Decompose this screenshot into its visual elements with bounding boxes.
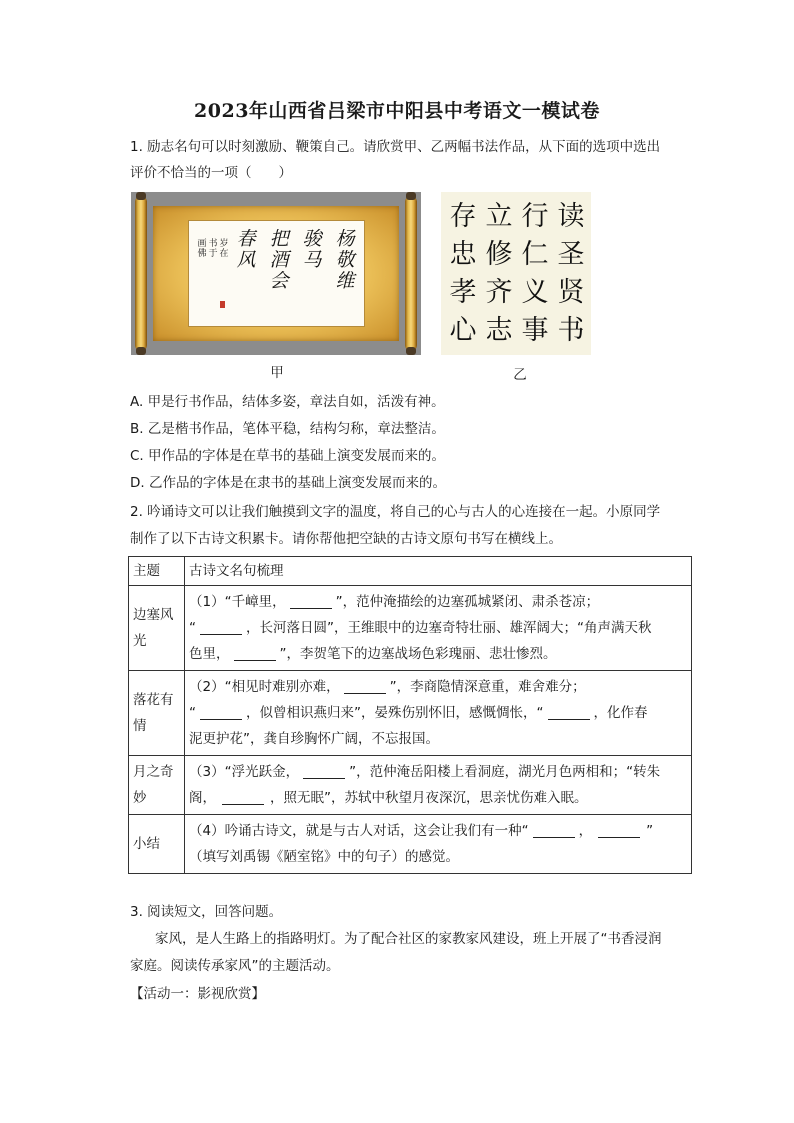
jia-column-3: 把酒会 (269, 228, 289, 292)
q1-option-b[interactable]: B. 乙是楷书作品，笔体平稳，结构匀称，章法整洁。 (130, 421, 445, 437)
poetry-card-table (128, 556, 692, 874)
scroll-paper (188, 220, 365, 327)
fill-blank[interactable] (222, 791, 264, 806)
table-header-theme: 主题 (129, 557, 185, 586)
calligraphy-image-jia (131, 192, 421, 355)
scroll-rod-left (135, 196, 147, 351)
jia-column-2: 骏马 (302, 228, 322, 271)
q3-activity-heading: 【活动一：影视欣赏】 (130, 986, 265, 1002)
yi-column-3: 立修齐志 (485, 201, 513, 346)
fill-blank[interactable] (234, 647, 276, 662)
theme-border: 边塞风光 (129, 586, 185, 671)
calligraphy-image-yi (441, 192, 591, 355)
q1-stem-line2: 评价不恰当的一项（ ） (130, 165, 292, 181)
scroll-rod-right (405, 196, 417, 351)
fill-blank[interactable] (200, 621, 242, 636)
table-row: （2）“相见时难别亦难， ”，李商隐情深意重，难舍难分； “ ，似曾相识燕归来”，晏殊伤别怀旧，感慨惆怅，“ ，化作春 泥更护花”，龚自珍胸怀广阔，不忘报国。 (185, 671, 692, 756)
image-label-yi: 乙 (513, 367, 527, 383)
jia-signature-1: 岁在 (219, 239, 229, 259)
fill-blank[interactable] (200, 706, 242, 721)
yi-column-1: 读圣贤书 (557, 201, 585, 346)
red-seal (220, 301, 225, 308)
table-row: （1）“千嶂里， ”，范仲淹描绘的边塞孤城紧闭、肃杀苍凉； “ ，长河落日圆”，王维眼中的边塞奇特壮丽、雄浑阔大；“角声满天秋 色里， ”，李贺笔下的边塞战场色彩瑰丽、悲壮惨烈。 (185, 586, 692, 671)
q2-stem-line1: 2. 吟诵诗文可以让我们触摸到文字的温度，将自己的心与古人的心连接在一起。小原同学 (130, 504, 661, 520)
yi-column-4: 存忠孝心 (449, 201, 477, 346)
table-row: （4）吟诵古诗文，就是与古人对话，这会让我们有一种“ ， ” （填写刘禹锡《陋室铭》中的句子）的感觉。 (185, 815, 692, 874)
q3-paragraph-line2: 家庭。阅读传承家风”的主题活动。 (130, 958, 340, 974)
jia-signature-3: 画佛 (197, 239, 207, 259)
fill-blank[interactable] (303, 765, 345, 780)
table-header-content: 古诗文名句梳理 (185, 557, 692, 586)
q1-stem-line1: 1. 励志名句可以时刻激励、鞭策自己。请欣赏甲、乙两幅书法作品，从下面的选项中选出 (130, 139, 661, 155)
jia-signature-2: 书于 (208, 239, 218, 259)
fill-blank[interactable] (548, 706, 590, 721)
image-label-jia: 甲 (270, 365, 284, 381)
fill-blank[interactable] (598, 824, 640, 839)
q3-stem: 3. 阅读短文，回答问题。 (130, 904, 283, 920)
jia-column-4: 春风 (236, 228, 256, 271)
theme-summary: 小结 (129, 815, 185, 874)
theme-moon: 月之奇妙 (129, 756, 185, 815)
jia-column-1: 杨敬维 (335, 228, 355, 292)
q3-paragraph-line1: 家风，是人生路上的指路明灯。为了配合社区的家教家风建设，班上开展了“书香浸润 (155, 931, 662, 947)
fill-blank[interactable] (533, 824, 575, 839)
page-title: 2023年山西省吕梁市中阳县中考语文一模试卷 (194, 100, 600, 122)
yi-column-2: 行仁义事 (521, 201, 549, 346)
fill-blank[interactable] (344, 680, 386, 695)
q2-stem-line2: 制作了以下古诗文积累卡。请你帮他把空缺的古诗文原句书写在横线上。 (130, 531, 562, 547)
q1-option-c[interactable]: C. 甲作品的字体是在草书的基础上演变发展而来的。 (130, 448, 446, 464)
q1-option-d[interactable]: D. 乙作品的字体是在隶书的基础上演变发展而来的。 (130, 475, 446, 491)
fill-blank[interactable] (290, 595, 332, 610)
table-row: （3）“浮光跃金， ”，范仲淹岳阳楼上看洞庭，湖光月色两相和；“转朱 阁， ，照无眠”，苏轼中秋望月夜深沉，思亲忧伤难入眠。 (185, 756, 692, 815)
theme-flowers: 落花有情 (129, 671, 185, 756)
q1-option-a[interactable]: A. 甲是行书作品，结体多姿，章法自如，活泼有神。 (130, 394, 445, 410)
